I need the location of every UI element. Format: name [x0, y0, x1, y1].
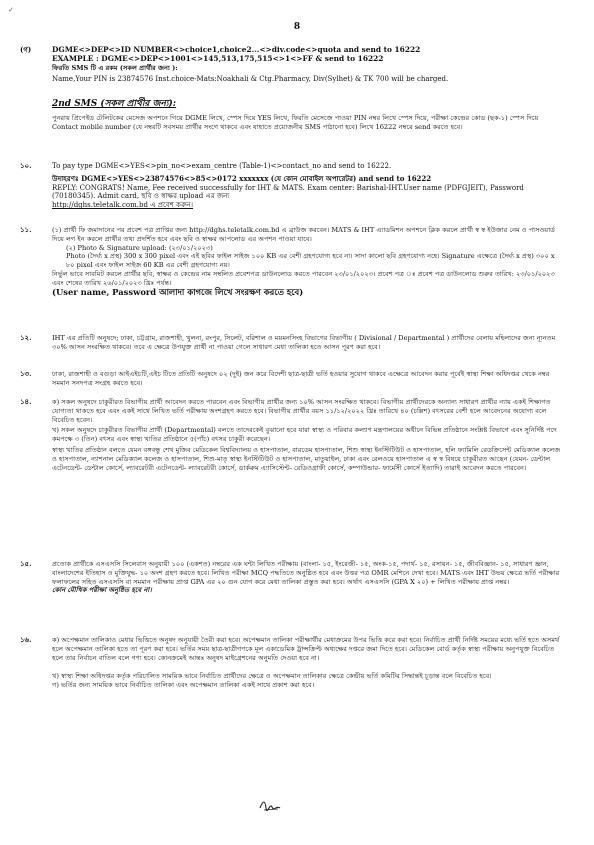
- section-12-label: ১২.: [20, 333, 32, 342]
- sms2-section: [52, 100, 562, 131]
- section-11-note: (User name, Password আলাদা কাগজে লিখে সংরক্ষণ করতে হবে): [52, 286, 304, 297]
- section-16-para-a: ক) অপেক্ষমান তালিকাও মেধার ভিত্তিতে অনুষদ অনুযায়ী তৈরী করা হবে। অপেক্ষমান তালিকা পরীক্ষার্থীর মেধাক্রমের উপর ভিত্তি করে করা হবে। নির্বাচিত প্রার্থী নির্দিষ্ট সময়ের মধ্যে ভর্তি হতে অসমর্থ হলে অপেক্ষমান তালিকা হতে তা পূরণ করা হবে। ভর্তির সময় ছাত্র-ছাত্রীগণকে মূল একাডেমিক ট্রান্সক্রিপ্ট অধ্যক্ষের দপ্তরে জমা দিতে হবে। মেডিকেল বোর্ড কর্তৃক স্বাস্থ্য পরীক্ষায় অনুপযুক্ত বিবেচিত হলে তার নির্বাচন বাতিল বলে গণ্য হবে। কোনক্রমেই আন্তঃ অনুষদ মাইগ্রেশনের অনুমতি দেওয়া হবে না।: [52, 636, 560, 662]
- section-10-reply: REPLY: CONGRATS! Name, Fee received successfully for IHT & MATS. Exam center: Barishal-IHT.User name (PDFGJEIT), Password (70180345). Admit card, ছবি ও স্বাক্ষর upload এর জন্য: [52, 183, 524, 201]
- section-14-label: ১৪.: [20, 397, 32, 406]
- sms1-section: [20, 45, 562, 84]
- section-11-photo-spec: Photo (দৈর্ঘ্য x প্রস্থ) 300 x 300 pixel এবং এই ছবির ফাইল সাইজ ১০০ KB এর বেশী গ্রহণযোগ্য হবে না। সাদা কালো ছবি গ্রহণযোগ্য নহে। Signature এক্ষেত্রে (দৈর্ঘ্য x প্রস্থ) ৩০০ x ৮০ pixel এবং ফাইল সাইজ 60 KB এর বেশী গ্রহণযোগ্য নয়।: [66, 252, 555, 270]
- sms1-reply-label: ফিরতি SMS টি এ রকম (সকল প্রার্থীর জন্য ):: [52, 63, 178, 72]
- section-16-para-b: খ) স্বাস্থ্য শিক্ষা অধিদপ্তর কর্তৃক পরিচালিত সাময়িক ভাবে নির্বাচিত প্রার্থীদের ক্ষেত্রে ও অপেক্ষমান তালিকার ক্ষেত্রে কেন্দ্রীয় ভর্তি কমিটির সিদ্ধান্তই চূড়ান্ত বলে বিবেচিত হবে।: [52, 672, 492, 681]
- section-11-step2: (২) Photo & Signature upload: (২৩/০১/২০২৩): [66, 243, 213, 252]
- sms1-example: EXAMPLE : DGME<>DEP<>1001<>145,513,175,515<>1<>FF & send to 16222: [52, 53, 384, 63]
- page-corner-mark: ✓: [8, 6, 14, 14]
- section-11-step1: (১) প্রার্থী ফি জমাদানের পর প্রবেশ পত্র প্রাপ্তির জন্য http://dghs.teletalk.com.bd এ ব্রাউজ করবেন। MATS & IHT এ্যাডমিশন অপশনে ক্লিক করলে প্রার্থী স্ব স্ব ইউজার নেম ও পাসওয়ার্ড দিয়ে লগ ইন করলে প্রার্থীর তথ্য প্রদর্শিত হবে এবং ছবি ও স্বাক্ষর আপলোড এর অপশন পাওয়া যাবে।: [52, 226, 555, 243]
- signature-mark: [258, 796, 282, 812]
- section-13: [20, 369, 562, 388]
- section-14: [20, 397, 562, 472]
- section-10-url[interactable]: http://dghs.teletalk.com.bd এ প্রবেশ করুন।: [52, 201, 193, 210]
- section-14-para-c: স্বাস্থ্য খাতির প্রতিষ্ঠান বলতে যেমন বঙ্গবন্ধু শেখ মুজিব মেডিকেল বিশ্ববিদ্যালয় ও হাসপাতাল, বারডেম হাসপাতাল, শিশু স্বাস্থ্য ইনস্টিটিউট ও হাসপাতাল, হলি ফ্যামিলি রেডক্রিসেন্ট মেডিক্যাল কলেজ ও হাসপাতাল, ন্যাশনাল মেডিক্যাল কলেজ ও হাসপাতাল, শিশু-মাতৃ স্বাস্থ্য ইনস্টিটিউট ও হাসপাতাল, মাতুয়াইল, ঢাকা এবং রেলওয়ে হাসপাতাল এ স্ব স্ব বিষয়ে চাকুরীরত আছেন (যেমন- ডেন্টাল এটেনডেন্ট- ডেন্টাল কোর্সে, ল্যাবরেটরী এটেনডেন্ট- ল্যাবরেটরী কোর্সে, ডার্করুম এ্যাসিস্টেন্ট- রেডিওগ্রাফী কোর্সে, কম্পাউন্ডার- ফার্মেসী কোর্সে ইত্যাদি) তারাই আবেদন করতে পারবেন।: [52, 445, 561, 472]
- section-10-format: To pay type DGME<>YES<>pin_no<>exam_centre (Table-1)<>contact_no and send to 16222.: [52, 162, 392, 170]
- section-15-note: কোন মৌখিক পরীক্ষা অনুষ্ঠিত হবে না।: [52, 586, 152, 595]
- sms2-heading: 2nd SMS (সকল প্রার্থীর জন্য):: [52, 99, 177, 109]
- section-10-label: ১০.: [20, 161, 32, 170]
- section-13-text: ঢাকা, রাজশাহী ও বগুড়া আইএইচটি,এইচ টিতে প্রতিটি অনুষদে ০২ (দুই) জন করে বিদেশী ছাত্র-ছাত্রী ভর্তি হওয়ার সুযোগ থাকবে এক্ষেত্রে আবেদন করার পূর্বেই স্বাস্থ্য শিক্ষা অধিদপ্তর থেকে নম্বর সমমান সনদপত্র সংগ্রহ করতে হবে।: [52, 370, 550, 387]
- section-16-para-c: গ) ভর্তির জন্য সাময়িক ভাবে নির্বাচিত তালিকা এবং অপেক্ষমান তালিকা একই সাথে প্রকাশ করা হবে।: [52, 681, 315, 690]
- section-11: [20, 225, 562, 297]
- section-11-label: ১১.: [20, 225, 32, 234]
- section-12-text: IHT এর প্রতিটি অনুষদে; ঢাকা, চট্টগ্রাম, রাজশাহী, খুলনা, রংপুর, সিলেট, বরিশাল ও ময়মনসিংহ বিভাগের বিভাগীয় ( Divisional / Departmental ) প্রার্থীদের বেলায় মহিলাদের জন্য ন্যূনতম ৩০% আসন সংরক্ষিত থাকবে। তবে এ ক্ষেত্রে উপযুক্ত প্রার্থী না পাওয়া গেলে সাধারণ মেধা তালিকা হতে আসন পূরণ করা হবে।: [52, 334, 556, 351]
- section-15: [20, 559, 562, 595]
- sms1-reply: Name,Your PIN is 23874576 Inst.choice-Mats:Noakhali & Ctg.Pharmacy, Div(Sylhet) & TK 700 will be charged.: [52, 75, 449, 84]
- sms1-label: (গ): [20, 45, 32, 54]
- section-15-text: প্রত্যেক প্রার্থীকে এসএসসি সিলেবাস অনুযায়ী ১০০ (একশত) নম্বরের এক ঘন্টা লিখিত পরীক্ষায় (বাংলা- ১৫, ইংরেজী- ১৫, অংক-১৫, পদার্থ- ১৫, রসায়ন- ১৫, জীববিজ্ঞান- ১৫, সাধারণ জ্ঞান, বাংলাদেশের ইতিহাস ও মুক্তিযুদ্ধ- ১০ অংশ গ্রহণ করতে হবে। লিখিত পরীক্ষা MCQ পদ্ধতিতে অনুষ্ঠিত হবে এবং উত্তর পত্র OMR মেশিনে দেখা হবে। MATS এবং IHT উভয় ক্ষেত্রে ভর্তি পরীক্ষার ফলাফলের সহিত এসএসসি বা সমমান পরীক্ষায় প্রাপ্ত GPA এর ২০ গুন যোগ করে মেধা তালিকা প্রস্তুত করা হবে। অর্থাৎ এসএসসি (GPA X ২০) + লিখিত পরীক্ষায় প্রাপ্ত নম্বর।: [52, 560, 560, 586]
- sms1-format: DGME<>DEP<>ID NUMBER<>choice1,choice2...<>div.code<>quota and send to 16222: [52, 45, 421, 54]
- sms2-paragraph: পুনরায় প্রিপেইড টেলিটকের মেসেজ অপশনে গিয়ে DGME লিখে, স্পেস দিয়ে YES লিখে, ফিরতি মেসেজে পাওয়া PIN নম্বর লিখে স্পেস দিয়ে, পরীক্ষা কেন্দ্রের কোড (ছক-১) স্পেস দিয়ে Contact mobile number (যে নম্বরটি সবসময় প্রার্থীর সংগে থাকবে এবং যাহাতে প্রয়োজনীয় SMS পাঠানো হবে) লিখে 16222 নম্বরে send করতে হবে।: [52, 113, 539, 131]
- section-16-label: ১৬.: [20, 635, 32, 644]
- section-13-label: ১৩.: [20, 369, 32, 378]
- section-12: [20, 333, 562, 352]
- section-14-para-a: ক) সকল অনুষদে চাকুরীরত বিভাগীয় প্রার্থী আবেদন করতে পারবেন এবং বিভাগীয় প্রার্থীর জন্য ১০% আসন সংরক্ষিত থাকবে। বিভাগীয় প্রার্থীদেরকে অন্যান্য সাধারণ প্রার্থীর ন্যায় একই শিক্ষাগত যোগ্যতা থাকতে হবে এবং একই সাথে লিখিত ভর্তি পরীক্ষায় অংশগ্রহণ করতে হবে। বিভাগীয় প্রার্থীর বয়স ১১/১২/২০২২ খ্রিঃ তারিখে ৪০ (চল্লিশ) বৎসরের বেশী হলে আবেদনের অযোগ্য বলে বিবেচিত হবেন।: [52, 398, 551, 424]
- section-11-admit-info: নির্ভুল ভাবে সাবমিট করলে প্রার্থীর ছবি, স্বাক্ষর ও কেন্দ্রের নাম সম্বলিত প্রবেশপত্র ডাউনলোড করতে পারবেন ২৩/০১/২০২৩। প্রবেশ পত্র ঃ প্রবেশ পত্র ডাউনলোড শুরুর তারিখ: ২৩/০১/২০২৩ এবং শেষের তারিখ ২৬/০১/২০২৩ খ্রিঃ পর্যন্ত।: [52, 269, 555, 287]
- section-14-para-b: খ) সকল অনুষদে চাকুরীরত বিভাগীয় প্রার্থী (Departmental) বলতে তাদেরকেই বুঝানো হবে যারা স্বাস্থ্য ও পরিবার কল্যাণ মন্ত্রণালয়ের অধীনে বিভিন্ন প্রতিষ্ঠানে সংশ্লিষ্ট বিভাগে এবং সুনির্দিষ্ট পদে কমপক্ষে ৩ (তিন) বৎসর এবং স্বাস্থ্য খাতির প্রতিষ্ঠানে ৫(পাঁচ) বৎসর চাকুরী করেছেন।: [52, 426, 557, 444]
- section-10: [20, 161, 562, 210]
- page-number: 8: [293, 22, 301, 32]
- section-16: [20, 635, 562, 690]
- section-15-label: ১৫.: [20, 559, 32, 568]
- section-10-example: উদাহরণঃ DGME<>YES<>23874576<>85<>0172 xxxxxxx (যে কোন মোবাইল অপারেটর) and send to 16222: [52, 173, 432, 183]
